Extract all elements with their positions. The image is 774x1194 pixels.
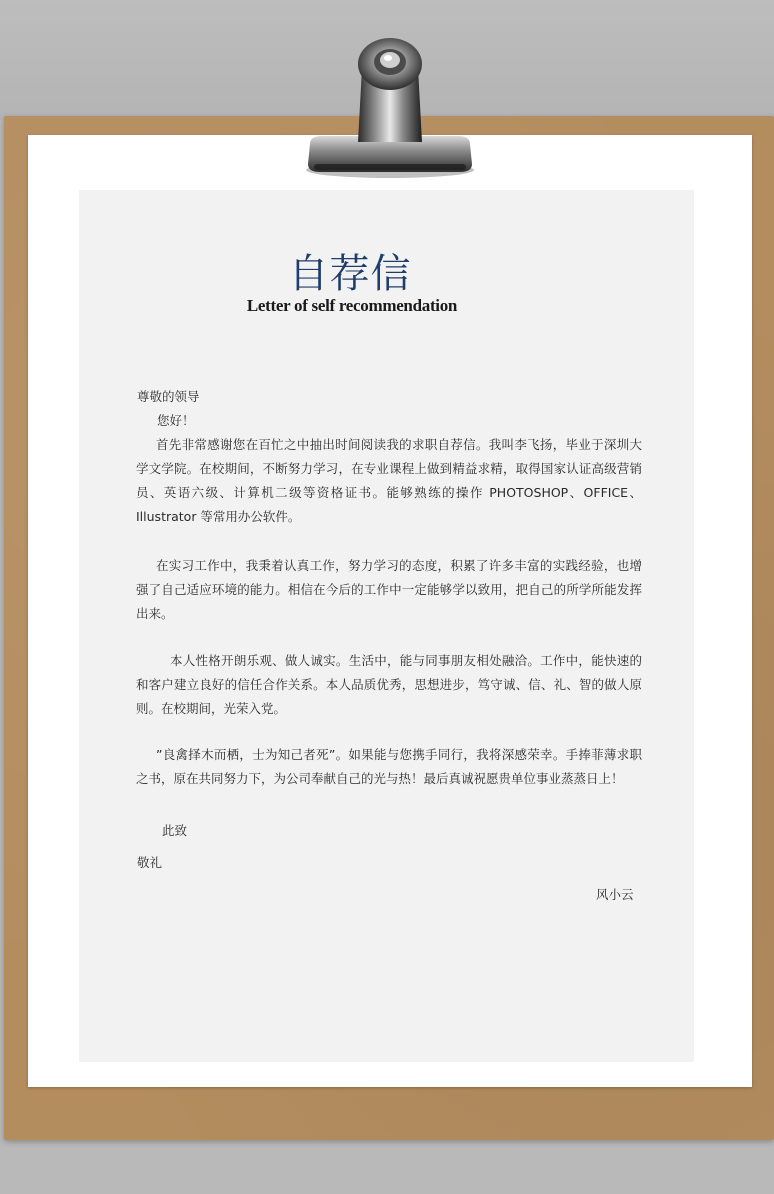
salutation: 尊敬的领导 (137, 389, 200, 404)
signature: 风小云 (596, 887, 634, 902)
title-chinese: 自荐信 (288, 251, 412, 297)
letter-content-area (79, 190, 694, 1062)
paragraph-1: 首先非常感谢您在百忙之中抽出时间阅读我的求职自荐信。我叫李飞扬，毕业于深圳大学文学院。在校期间，不断努力学习，在专业课程上做到精益求精，取得国家认证高级营销员、英语六级、计算机二级等资格证书。能够熟练的操作 PHOTOSHOP、OFFICE、Illustrator 等常用办公软件。 (136, 437, 642, 524)
closing-line-1: 此致 (162, 823, 188, 838)
title-english: Letter of self recommendation (246, 296, 458, 315)
paragraph-2: 在实习工作中，我秉着认真工作，努力学习的态度，积累了许多丰富的实践经验，也增强了自己适应环境的能力。相信在今后的工作中一定能够学以致用，把自己的所学所能发挥出来。 (136, 558, 642, 621)
greeting: 您好！ (157, 413, 195, 428)
paragraph-3: 本人性格开朗乐观、做人诚实。生活中，能与同事朋友相处融洽。工作中，能快速的和客户建立良好的信任合作关系。本人品质优秀，思想进步，笃守诚、信、礼、智的做人原则。在校期间，光荣入党。 (136, 653, 642, 716)
paragraph-4: ”良禽择木而栖，士为知己者死”。如果能与您携手同行，我将深感荣幸。手捧菲薄求职之书，原在共同努力下，为公司奉献自己的光与热！最后真诚祝愿贵单位事业蒸蒸日上！ (136, 747, 642, 786)
binder-clip-icon (300, 24, 480, 184)
closing-line-2: 敬礼 (137, 855, 163, 870)
